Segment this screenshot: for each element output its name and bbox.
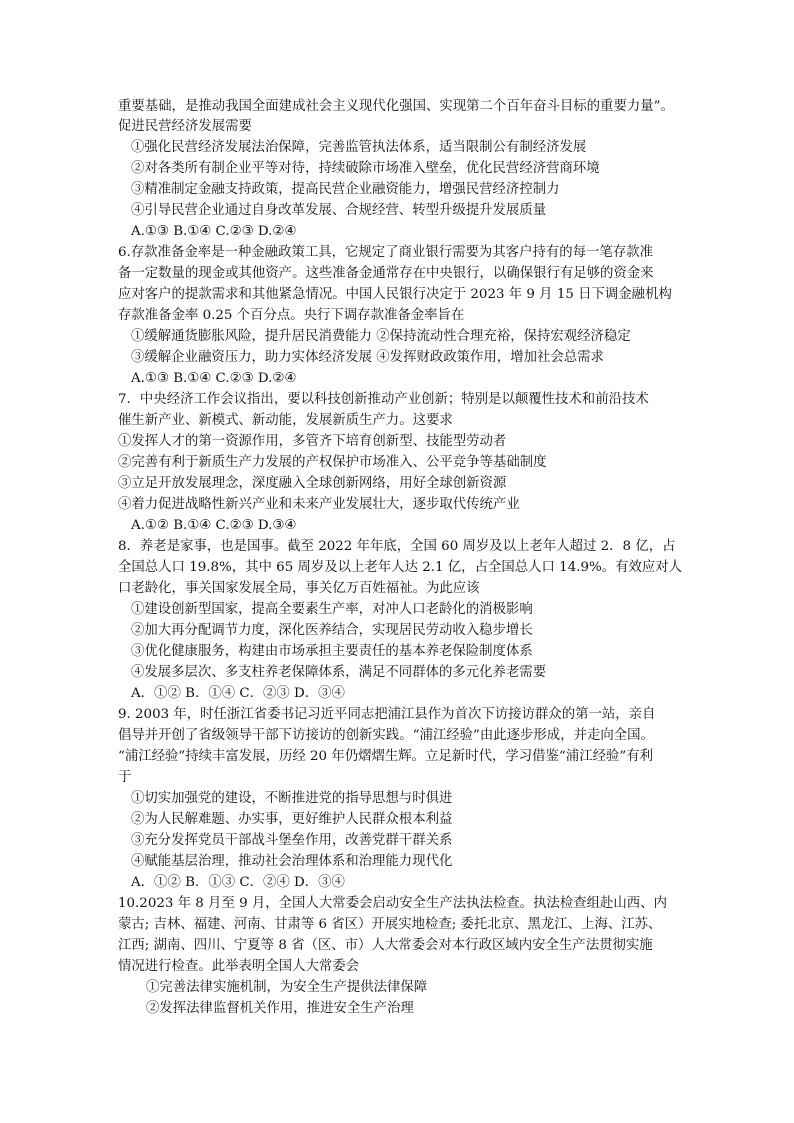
q9-statement: ④赋能基层治理，推动社会治理体系和治理能力现代化 (131, 854, 453, 869)
q6-answer-options: A.①③ B.①④ C.②③ D.②④ (131, 371, 297, 386)
q7-statement: ①发挥人才的第一资源作用，多管齐下培育创新型、技能型劳动者 (118, 434, 507, 449)
q6-stem-line: 应对客户的提款需求和其他紧急情况。中国人民银行决定于 2023 年 9 月 15 日下调金融机构 (118, 287, 672, 302)
q10-stem-line: 蒙古; 吉林、福建、河南、甘肃等 6 省区）开展实地检查; 委托北京、黑龙江、上海、江苏、 (118, 917, 662, 932)
q10-statement: ②发挥法律监督机关作用，推进安全生产治理 (146, 1001, 414, 1016)
q10-stem-line: 情况进行检查。此举表明全国人大常委会 (118, 959, 360, 974)
q8-statement: ④发展多层次、多支柱养老保障体系，满足不同群体的多元化养老需要 (131, 665, 547, 680)
q8-stem-line: 全国总人口 19.8%，其中 65 周岁及以上老年人达 2.1 亿，占全国总人口 14.9%。有效应对人 (118, 560, 683, 575)
q7-stem-line: 催生新产业、新模式、新动能，发展新质生产力。这要求 (118, 413, 453, 428)
q6-stem-line: 6.存款准备金率是一种金融政策工具，它规定了商业银行需要为其客户持有的每一笔存款准 (118, 245, 654, 260)
q9-statement: ②为人民解难题、办实事，更好维护人民群众根本利益 (131, 812, 453, 827)
q9-answer-options: A．①② B．①③ C．②④ D．③④ (131, 875, 345, 890)
q10-statement: ①完善法律实施机制，为安全生产提供法律保障 (146, 980, 428, 995)
q9-stem-line: 于 (118, 770, 132, 785)
q9-stem-line: “浦江经验”持续丰富发展，历经 20 年仍熠熠生辉。立足新时代，学习借鉴“浦江经验”有利 (118, 749, 653, 764)
q5-statement: ①强化民营经济发展法治保障，完善监管执法体系，适当限制公有制经济发展 (131, 140, 587, 155)
q7-statement: ②完善有利于新质生产力发展的产权保护市场准入、公平竞争等基础制度 (118, 455, 547, 470)
q7-statement: ③立足开放发展理念，深度融入全球创新网络，用好全球创新资源 (118, 476, 507, 491)
q7-statement: ④着力促进战略性新兴产业和未来产业发展壮大，逐步取代传统产业 (118, 497, 520, 512)
q5-statement: ④引导民营企业通过自身改革发展、合规经营、转型升级提升发展质量 (131, 203, 547, 218)
q5-stem-line: 重要基础，是推动我国全面建成社会主义现代化强国、实现第二个百年奋斗目标的重要力量”。 (118, 99, 674, 114)
q9-statement: ①切实加强党的建设，不断推进党的指导思想与时俱进 (131, 791, 453, 806)
q6-stem-line: 备一定数量的现金或其他资产。这些准备金通常存在中央银行，以确保银行有足够的资金来 (118, 266, 654, 281)
q8-statement: ③优化健康服务，构建由市场承担主要责任的基本养老保险制度体系 (131, 644, 533, 659)
q8-statement: ①建设创新型国家，提高全要素生产率，对冲人口老龄化的消极影响 (131, 602, 533, 617)
q6-statement: ③缓解企业融资压力，助力实体经济发展 ④发挥财政政策作用，增加社会总需求 (131, 350, 604, 365)
q9-stem-line: 9. 2003 年，时任浙江省委书记习近平同志把浦江县作为首次下访接访群众的第一站，亲自 (118, 707, 656, 722)
q10-stem-line: 10.2023 年 8 月至 9 月，全国人大常委会启动安全生产法执法检查。执法检查组赴山西、内 (118, 896, 667, 911)
q7-answer-options: A.①② B.①④ C.②③ D.③④ (131, 518, 297, 533)
q8-stem-line: 口老龄化，事关国家发展全局，事关亿万百姓福祉。为此应该 (118, 581, 480, 596)
q10-stem-line: 江西; 湖南、四川、宁夏等 8 省（区、市）人大常委会对本行政区域内安全生产法贯彻实施 (118, 938, 653, 953)
q8-answer-options: A．①② B．①④ C．②③ D．③④ (131, 686, 345, 701)
q5-statement: ②对各类所有制企业平等对待，持续破除市场准入壁垒，优化民营经济营商环境 (131, 161, 600, 176)
q8-stem-line: 8．养老是家事，也是国事。截至 2022 年年底，全国 60 周岁及以上老年人超过 2．8 亿，占 (118, 539, 676, 554)
q5-stem-line: 促进民营经济发展需要 (118, 119, 252, 134)
q5-statement: ③精准制定金融支持政策，提高民营企业融资能力，增强民营经济控制力 (131, 182, 560, 197)
q7-stem-line: 7．中央经济工作会议指出，要以科技创新推动产业创新；特别是以颠覆性技术和前沿技术 (118, 392, 649, 407)
q9-stem-line: 倡导并开创了省级领导干部下访接访的创新实践。“浦江经验”由此逐步形成，并走向全国。 (118, 728, 654, 743)
q6-statement: ①缓解通货膨胀风险，提升居民消费能力 ②保持流动性合理充裕，保持宏观经济稳定 (131, 329, 631, 344)
q9-statement: ③充分发挥党员干部战斗堡垒作用，改善党群干群关系 (131, 833, 453, 848)
q6-stem-line: 存款准备金率 0.25 个百分点。央行下调存款准备金率旨在 (118, 308, 465, 323)
q5-answer-options: A.①③ B.①④ C.②③ D.②④ (131, 224, 297, 239)
q8-statement: ②加大再分配调节力度，深化医养结合，实现居民劳动收入稳步增长 (131, 623, 533, 638)
